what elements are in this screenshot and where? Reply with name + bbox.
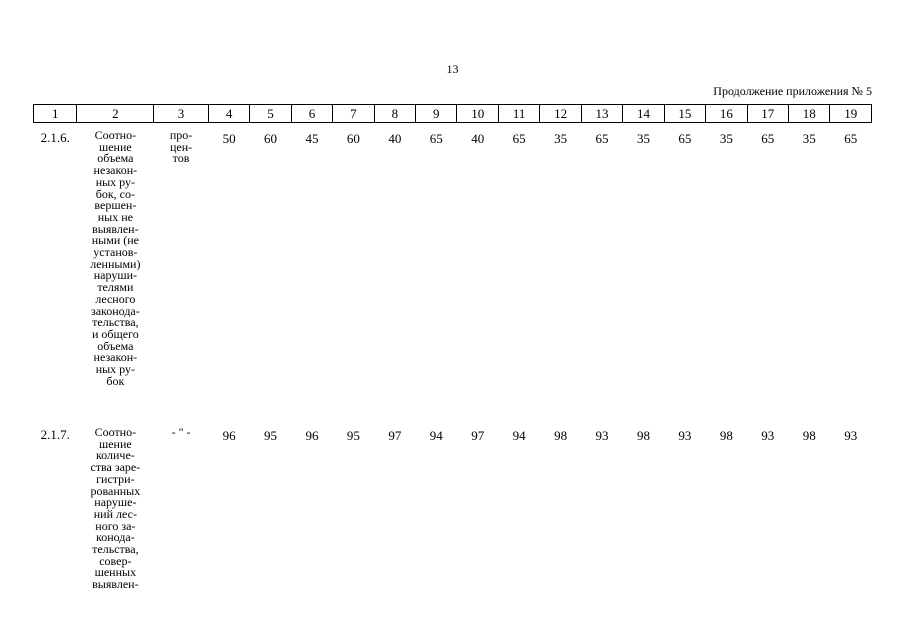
- table-cell: 96: [305, 428, 319, 443]
- indicator-name: [77, 123, 154, 421]
- text-line: объема: [97, 338, 134, 353]
- table-cell: 98: [636, 428, 650, 443]
- text-line: шение: [98, 139, 132, 154]
- column-header: 15: [664, 105, 705, 123]
- text-line: вершен-: [94, 198, 137, 213]
- table-cell: 93: [678, 428, 692, 443]
- column-header: 16: [706, 105, 747, 123]
- text-line: наруше-: [94, 495, 137, 510]
- table-cell: 35: [802, 131, 816, 146]
- table-cell: 95: [264, 428, 277, 443]
- table-cell: 45: [305, 131, 319, 146]
- column-header: 18: [788, 105, 829, 123]
- text-line: шение: [98, 436, 132, 451]
- text-line: ства заре-: [90, 460, 141, 475]
- table-cell: 35: [719, 131, 733, 146]
- text-line: тельства,: [92, 542, 139, 557]
- indicator-unit: [154, 420, 209, 591]
- table-row: [34, 420, 872, 591]
- text-line: ных ру-: [95, 174, 136, 189]
- table-row: [34, 123, 872, 421]
- text-line: и общего: [92, 326, 139, 341]
- text-line: ных ру-: [95, 362, 136, 377]
- table-cell: 93: [844, 428, 858, 443]
- table-cell: 65: [761, 131, 775, 146]
- table-cell: 65: [678, 131, 692, 146]
- text-line: незакон-: [93, 163, 138, 178]
- table-cell: 98: [554, 428, 568, 443]
- table-cell: 60: [264, 131, 277, 146]
- text-line: тов: [172, 151, 190, 166]
- text-line: рованных: [90, 483, 141, 498]
- column-header: 4: [208, 105, 249, 123]
- text-line: количе-: [95, 448, 135, 463]
- column-header: 12: [540, 105, 581, 123]
- text-line: - " -: [171, 425, 191, 439]
- table-cell: 65: [429, 131, 443, 146]
- column-header: 3: [154, 105, 209, 123]
- text-line: цен-: [169, 139, 193, 154]
- table-cell: 94: [429, 428, 443, 443]
- table-cell: 98: [802, 428, 816, 443]
- column-header: 7: [333, 105, 374, 123]
- table-cell: 40: [388, 131, 402, 146]
- table-cell: 50: [222, 131, 236, 146]
- indicator-number: 2.1.6.: [40, 130, 70, 145]
- indicator-name-lines: [77, 130, 154, 387]
- text-line: гистри-: [96, 471, 135, 486]
- column-header: 9: [416, 105, 457, 123]
- text-line: ного за-: [95, 518, 136, 533]
- indicator-name-lines: [77, 427, 154, 591]
- text-line: наруши-: [93, 268, 137, 283]
- text-line: совер-: [99, 553, 132, 568]
- text-line: ными (не: [91, 233, 139, 248]
- table-cell: 65: [595, 131, 609, 146]
- appendix-continuation-label: Продолжение приложения № 5: [713, 84, 872, 98]
- text-line: тельства,: [92, 315, 139, 330]
- text-line: бок: [106, 373, 125, 388]
- column-header: 6: [291, 105, 332, 123]
- table-cell: 35: [636, 131, 650, 146]
- table-cell: 94: [512, 428, 526, 443]
- text-line: установ-: [93, 245, 138, 260]
- text-line: выявлен-: [92, 577, 139, 592]
- table-cell: 40: [471, 131, 485, 146]
- table-cell: 35: [554, 131, 568, 146]
- indicator-name: [77, 420, 154, 591]
- table-cell: 65: [844, 131, 858, 146]
- indicators-table: [33, 104, 872, 591]
- text-line: бок, со-: [95, 186, 135, 201]
- column-number-header-row: [34, 105, 872, 123]
- indicator-unit: [154, 123, 209, 421]
- table-cell: 96: [222, 428, 236, 443]
- column-header: 5: [250, 105, 291, 123]
- column-header: 2: [77, 105, 154, 123]
- column-header: 13: [581, 105, 622, 123]
- table-cell: 60: [346, 131, 360, 146]
- text-line: Соотно-: [94, 128, 137, 142]
- text-line: телями: [97, 280, 134, 295]
- text-line: лесного: [95, 291, 136, 306]
- table-cell: 93: [761, 428, 775, 443]
- table-cell: 93: [595, 428, 609, 443]
- text-line: про-: [169, 128, 193, 142]
- column-header: 19: [830, 105, 872, 123]
- text-line: ных не: [97, 209, 133, 224]
- column-header: 14: [623, 105, 664, 123]
- text-line: ленными): [90, 256, 141, 271]
- table-cell: 97: [471, 428, 485, 443]
- text-line: конода-: [95, 530, 135, 545]
- column-header: 17: [747, 105, 788, 123]
- text-line: Соотно-: [94, 425, 137, 439]
- text-line: ний лес-: [93, 506, 137, 521]
- text-line: законода-: [90, 303, 140, 318]
- column-header: 1: [34, 105, 77, 123]
- indicator-unit-lines: [154, 427, 209, 439]
- text-line: незакон-: [93, 350, 138, 365]
- text-line: шенных: [94, 565, 137, 580]
- column-header: 11: [498, 105, 539, 123]
- text-line: объема: [97, 151, 134, 166]
- table-cell: 95: [346, 428, 360, 443]
- indicator-number: 2.1.7.: [40, 427, 70, 442]
- table-cell: 98: [719, 428, 733, 443]
- page-number: 13: [446, 62, 459, 76]
- table-cell: 97: [388, 428, 402, 443]
- indicator-unit-lines: [154, 130, 209, 165]
- text-line: выявлен-: [92, 221, 139, 236]
- table-cell: 65: [512, 131, 526, 146]
- column-header: 10: [457, 105, 498, 123]
- column-header: 8: [374, 105, 415, 123]
